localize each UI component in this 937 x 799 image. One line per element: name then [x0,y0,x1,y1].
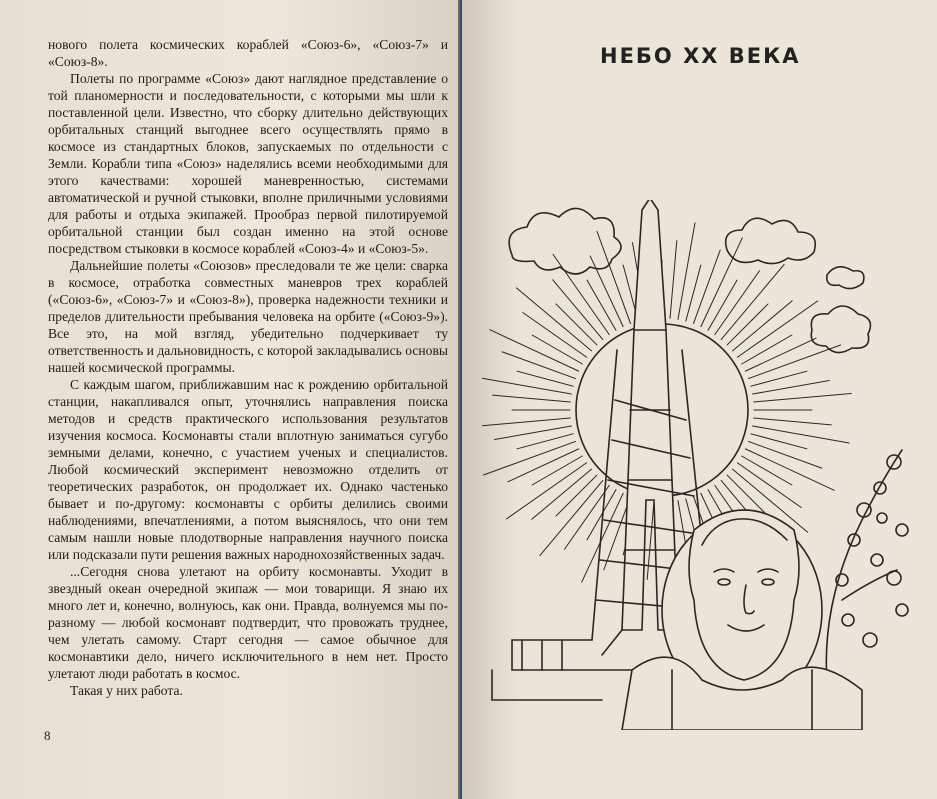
sun-ray [508,449,579,482]
sun-ray [670,241,677,319]
sun-ray [647,502,654,580]
cloud-icon [726,218,816,263]
sun-ray [748,441,821,468]
sun-ray [754,418,832,425]
sun-ray [517,371,573,386]
paragraph: С каждым шагом, приближавшим нас к рождению орбитальной станции, накапливался опыт, уточнялись направления поиска методов и средств практического использования результатов изучения космоса. Космонавты стали вплотную заниматься сугубо земными делами, конечно, с участием ученых и специалистов. Любой космический эксперимент невозможно отделить от теоретических разработок, он продолжает их. Однако частенько бывает и по-другому: космонавты с орбиты делились своими наблюдениями, впечатлениями, а потом выяснялось, что они тем самым нашли новые плодотворные направления научного поиска или подсказали пути решения важных народнохозяйственных задач. [48,377,448,562]
cloud-icon [509,208,621,274]
sun-ray [482,418,570,427]
sun-ray [483,441,575,475]
sun-ray [748,345,840,379]
paragraph: нового полета космических кораблей «Союз-6», «Союз-7» и «Союз-8». [48,37,448,69]
paragraph: Такая у них работа. [70,683,183,698]
paragraph: Дальнейшие полеты «Союзов» преследовали те же цели: сварка в космосе, отработка совместных маневров трех кораблей («Союз-6», «Союз-7» и «Союз-8»), проверка надежности техники и пределов длительности пребывания человека на орбите («Союз-9»). Все это, на мой взгляд, убедительно подчеркивает ту ответственность и дальновидность, с которой закладывались основы нашей космической программы. [48,258,448,375]
left-page [0,0,460,799]
sun-ray [732,301,792,351]
sun-ray [553,254,609,334]
sun-ray [721,264,784,339]
sun-ray [482,377,571,394]
sun-ray [493,395,571,402]
sun-ray [502,352,575,379]
paragraph: ...Сегодня снова улетают на орбиту космонавты. Уходит в звездный океан очередной экипаж — мои товарищи. Я знаю их много лет и, конечно, волнуюсь, как они. Правда, волнуемся мы по-разному — любой космонавт подтвердит, что провожать труднее, чем улетать самому. Старт сегодня — самое обычное для космонавтики дело, ничего исключительного в нем нет. Просто улетают люди работать в космос. [48,564,448,681]
rocket-cosmonaut-illustration [482,200,922,730]
sun-ray [506,463,586,519]
sun-ray [517,434,573,449]
sun-ray [516,288,591,351]
cloud-icon [827,267,864,289]
sun-ray [678,223,695,320]
chapter-title: НЕБО XX ВЕКА [600,44,801,68]
sun-ray [553,280,603,340]
sun-ray [751,434,807,449]
sun-ray [745,338,816,371]
sun-ray [753,426,850,443]
body-text [48,36,448,699]
sun-ray [751,371,807,386]
sun-ray [540,480,603,555]
sun-ray [693,250,720,323]
sun-ray [737,301,817,357]
sun-ray [754,393,852,402]
cloud-icon [811,306,870,353]
right-page [462,0,937,799]
sun-ray [686,265,701,321]
paragraph: Полеты по программе «Союз» дают наглядное представление о той планомерности и последовательности, с которыми мы шли к поставленной цели. Известно, что сборку длительно действующих орбитальных станций выгоднее всего осуществлять прямо в космосе из стандартных блоков, запускаемых по отдельности с Земли. Корабли типа «Союз» наделялись всеми необходимыми для этого качествами: хорошей маневренностью, системами автоматической и ручной стыковки, вполне приличными условиями для работы и отдыха экипажей. Прообраз первой пилотируемой орбитальной станции был создан именно на этой основе посредством стыковки в космосе кораблей «Союз-4» и «Союз-5». [48,71,448,256]
page-number: 8 [44,728,51,743]
sun-ray [532,469,592,519]
sun-ray [597,231,631,323]
